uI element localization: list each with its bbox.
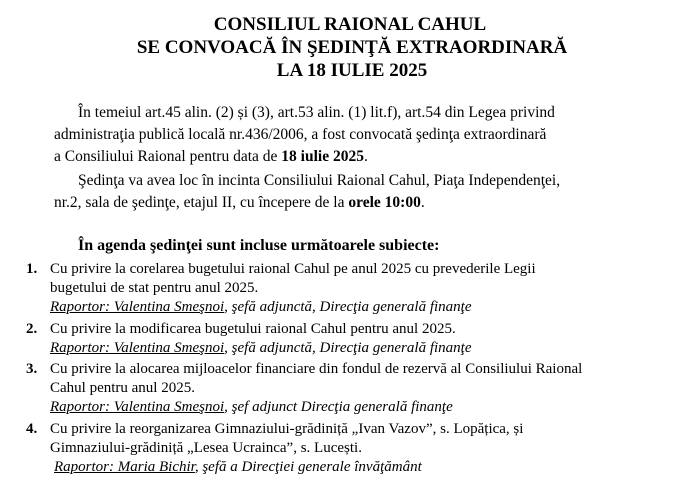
agenda-item-rapporteur: [50, 398, 660, 417]
location-text: .: [420, 194, 425, 211]
agenda-item-number: 4.: [26, 421, 38, 437]
agenda-item-title: Cu privire la corelarea bugetului raional Cahul pe anul 2025 cu prevederile Legii: [50, 261, 536, 277]
meeting-time: orele 10:00: [348, 194, 421, 211]
location-line: Şedinţa va avea loc în incinta Consiliului Raional Cahul, Piaţa Independenţei,: [78, 172, 561, 189]
agenda-item: [26, 260, 660, 317]
rapporteur-name: Raportor: Valentina Smeşnoi: [50, 340, 225, 356]
meeting-date: 18 iulie 2025: [281, 148, 364, 165]
agenda-item-rapporteur: [50, 339, 660, 358]
agenda-item-title: Cu privire la alocarea mijloacelor financiare din fondul de rezervă al Consiliului Raional: [50, 361, 583, 377]
agenda-item-title: Cahul pentru anul 2025.: [50, 380, 195, 396]
rapporteur-name: Raportor: Valentina Smeşnoi: [50, 399, 225, 415]
agenda-item-rapporteur: [54, 458, 660, 477]
agenda-item-title: Cu privire la reorganizarea Gimnaziului-grădiniță „Ivan Vazov”, s. Lopățica, și: [50, 421, 524, 437]
intro-line: [54, 146, 368, 167]
agenda-item: [26, 420, 660, 477]
rapporteur-role: , şefă adjunctă, Direcţia generală finanţe: [224, 299, 472, 315]
title-convocation: SE CONVOACĂ ÎN ŞEDINŢĂ EXTRAORDINARĂ: [136, 37, 568, 58]
agenda-item-title: Cu privire la modificarea bugetului raional Cahul pentru anul 2025.: [50, 321, 456, 337]
agenda-item: [26, 360, 660, 417]
agenda-item-number: 2.: [26, 321, 38, 337]
intro-line: administraţia publică locală nr.436/2006, a fost convocată şedinţa extraordinară: [54, 126, 547, 143]
agenda-item-number: 3.: [26, 361, 38, 377]
rapporteur-role: , şefă a Direcţiei generale învăţământ: [194, 459, 422, 475]
title-date: LA 18 IULIE 2025: [276, 60, 428, 81]
rapporteur-name: Raportor: Maria Bichir: [54, 459, 195, 475]
agenda-item-title: Gimnaziului-grădiniță „Lesea Ucrainca”, s. Lucești.: [50, 440, 362, 456]
location-text: nr.2, sala de şedinţe, etajul II, cu începere de la: [54, 194, 349, 211]
agenda-item-number: 1.: [26, 261, 38, 277]
rapporteur-role: , şefă adjunctă, Direcţia generală finanţe: [224, 340, 472, 356]
agenda-item-title: bugetului de stat pentru anul 2025.: [50, 280, 259, 296]
location-line: [54, 192, 425, 213]
agenda-heading: În agenda şedinţei sunt incluse următoarele subiecte:: [78, 237, 440, 254]
agenda-item-rapporteur: [50, 298, 660, 317]
rapporteur-name: Raportor: Valentina Smeşnoi: [50, 299, 225, 315]
agenda-item: [26, 320, 660, 358]
rapporteur-role: , şef adjunct Direcţia generală finanţe: [224, 399, 453, 415]
intro-text: .: [363, 148, 368, 165]
title-council-name: CONSILIUL RAIONAL CAHUL: [213, 14, 487, 35]
intro-text: a Consiliului Raional pentru data de: [54, 148, 282, 165]
intro-line: În temeiul art.45 alin. (2) și (3), art.53 alin. (1) lit.f), art.54 din Legea privind: [78, 104, 555, 121]
